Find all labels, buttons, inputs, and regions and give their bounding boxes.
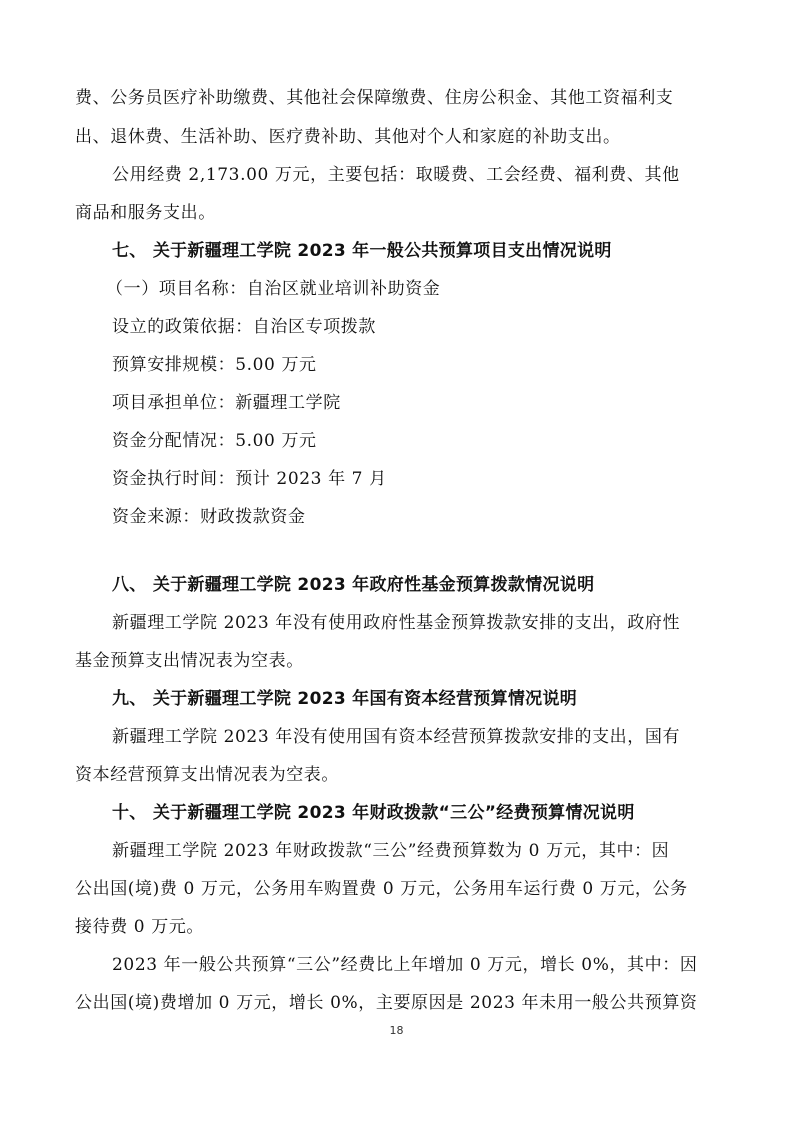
body-line: 出、退休费、生活补助、医疗费补助、其他对个人和家庭的补助支出。 xyxy=(75,127,621,147)
body-line: 2023 年一般公共预算“三公”经费比上年增加 0 万元，增长 0%，其中：因 xyxy=(112,955,698,975)
body-line: 费、公务员医疗补助缴费、其他社会保障缴费、住房公积金、其他工资福利支 xyxy=(75,88,674,108)
body-line: 公用经费 2,173.00 万元，主要包括：取暖费、工会经费、福利费、其他 xyxy=(112,165,680,185)
body-line: 新疆理工学院 2023 年财政拨款“三公”经费预算数为 0 万元，其中：因 xyxy=(112,841,670,861)
section-heading-9: 九、 关于新疆理工学院 2023 年国有资本经营预算情况说明 xyxy=(112,689,578,709)
project-item: 设立的政策依据：自治区专项拨款 xyxy=(112,317,376,337)
section-heading-8: 八、 关于新疆理工学院 2023 年政府性基金预算拨款情况说明 xyxy=(112,575,595,595)
body-line: 商品和服务支出。 xyxy=(75,203,216,223)
project-item: （一）项目名称：自治区就业培训补助资金 xyxy=(106,279,441,299)
project-item: 资金来源：财政拨款资金 xyxy=(112,507,306,527)
section-heading-10: 十、 关于新疆理工学院 2023 年财政拨款“三公”经费预算情况说明 xyxy=(112,803,635,823)
body-line: 资本经营预算支出情况表为空表。 xyxy=(75,765,339,785)
project-item: 预算安排规模：5.00 万元 xyxy=(112,355,317,375)
body-line: 接待费 0 万元。 xyxy=(75,917,205,937)
body-line: 新疆理工学院 2023 年没有使用政府性基金预算拨款安排的支出，政府性 xyxy=(112,613,681,633)
project-item: 资金执行时间：预计 2023 年 7 月 xyxy=(112,469,387,489)
body-line: 新疆理工学院 2023 年没有使用国有资本经营预算拨款安排的支出，国有 xyxy=(112,727,681,747)
body-line: 基金预算支出情况表为空表。 xyxy=(75,651,304,671)
body-line: 公出国(境)费增加 0 万元，增长 0%，主要原因是 2023 年未用一般公共预算资 xyxy=(75,993,698,1013)
project-item: 项目承担单位：新疆理工学院 xyxy=(112,393,341,413)
project-item: 资金分配情况：5.00 万元 xyxy=(112,431,317,451)
page-number: 18 xyxy=(389,1024,404,1037)
body-line: 公出国(境)费 0 万元，公务用车购置费 0 万元，公务用车运行费 0 万元，公务 xyxy=(75,879,688,899)
section-heading-7: 七、 关于新疆理工学院 2023 年一般公共预算项目支出情况说明 xyxy=(112,241,612,261)
